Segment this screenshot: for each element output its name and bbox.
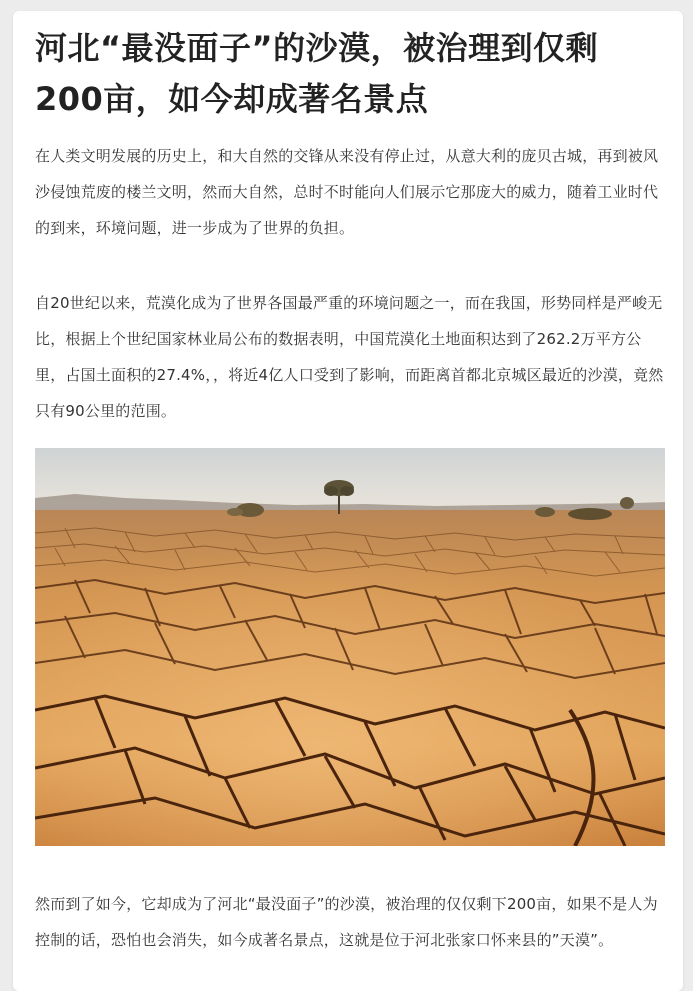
desert-photo-svg	[35, 448, 665, 846]
article-title: 河北“最没面子”的沙漠，被治理到仅剩200亩，如今却成著名景点	[35, 29, 599, 118]
article-image-cracked-desert	[35, 448, 665, 846]
article-card	[13, 11, 683, 991]
article-paragraph: 在人类文明发展的历史上，和大自然的交锋从来没有停止过，从意大利的庞贝古城，再到被风沙侵蚀荒废的楼兰文明，然而大自然，总时不时能向人们展示它那庞大的威力，随着工业时代的到来，环境问题，进一步成为了世界的负担。	[35, 147, 659, 237]
article-paragraph: 自20世纪以来，荒漠化成为了世界各国最严重的环境问题之一，而在我国，形势同样是严峻无比，根据上个世纪国家林业局公布的数据表明，中国荒漠化土地面积达到了262.2万平方公里，占国土面积的27.4%，，将近4亿人口受到了影响，而距离首都北京城区最近的沙漠，竟然只有90公里的范围。	[35, 294, 664, 420]
article-paragraph: 然而到了如今，它却成为了河北“最没面子”的沙漠，被治理的仅仅剩下200亩，如果不是人为控制的话，恐怕也会消失，如今成著名景点，这就是位于河北张家口怀来县的”天漠”。	[35, 895, 658, 949]
